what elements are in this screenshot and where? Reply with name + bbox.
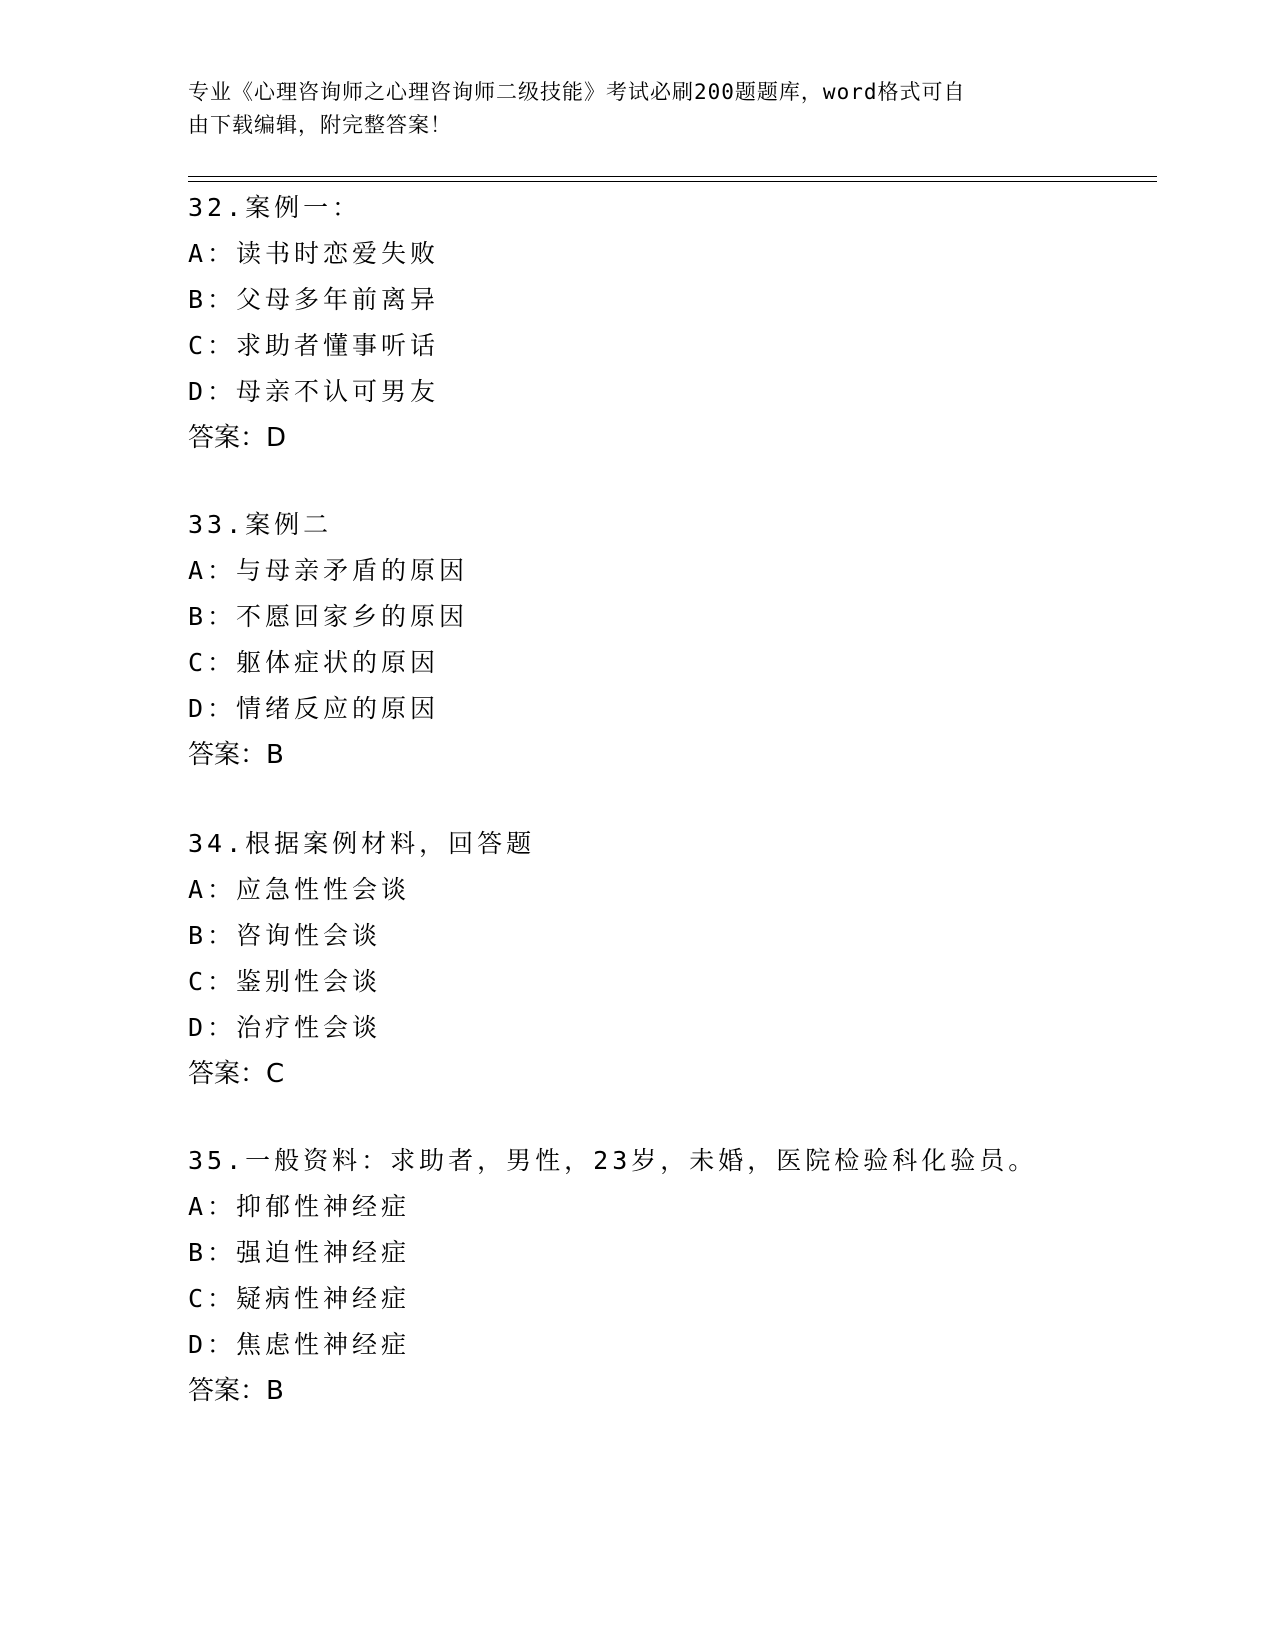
answer-line: 答案：C <box>188 1059 285 1089</box>
answer-line: 答案：D <box>188 423 287 453</box>
question-stem: 33.案例二 <box>188 510 333 539</box>
question-33 <box>188 502 1148 778</box>
option-d: D：焦虑性神经症 <box>188 1330 411 1359</box>
header-divider <box>188 176 1157 182</box>
option-b: B：强迫性神经症 <box>188 1238 411 1267</box>
option-c: C：求助者懂事听话 <box>188 331 440 360</box>
option-c: C：疑病性神经症 <box>188 1284 411 1313</box>
option-c: C：鉴别性会谈 <box>188 967 382 996</box>
answer-line: 答案：B <box>188 740 284 770</box>
question-34 <box>188 821 1148 1097</box>
question-35 <box>188 1138 1148 1414</box>
option-b: B：不愿回家乡的原因 <box>188 602 469 631</box>
answer-line: 答案：B <box>188 1376 284 1406</box>
question-32 <box>188 185 1148 461</box>
option-b: B：父母多年前离异 <box>188 285 440 314</box>
question-stem: 34.根据案例材料，回答题 <box>188 829 536 858</box>
question-stem: 32.案例一： <box>188 193 362 222</box>
option-a: A：读书时恋爱失败 <box>188 239 440 268</box>
option-c: C：躯体症状的原因 <box>188 648 440 677</box>
header-line-1: 专业《心理咨询师之心理咨询师二级技能》考试必刷200题题库，word格式可自 <box>188 80 966 104</box>
option-b: B：咨询性会谈 <box>188 921 382 950</box>
header-line-2: 由下载编辑，附完整答案！ <box>188 113 452 137</box>
option-a: A：抑郁性神经症 <box>188 1192 411 1221</box>
option-d: D：情绪反应的原因 <box>188 694 440 723</box>
option-a: A：与母亲矛盾的原因 <box>188 556 469 585</box>
option-a: A：应急性性会谈 <box>188 875 411 904</box>
option-d: D：母亲不认可男友 <box>188 377 440 406</box>
option-d: D：治疗性会谈 <box>188 1013 382 1042</box>
question-stem: 35.一般资料：求助者，男性，23岁，未婚，医院检验科化验员。 <box>188 1146 1038 1175</box>
document-header <box>188 76 1068 142</box>
